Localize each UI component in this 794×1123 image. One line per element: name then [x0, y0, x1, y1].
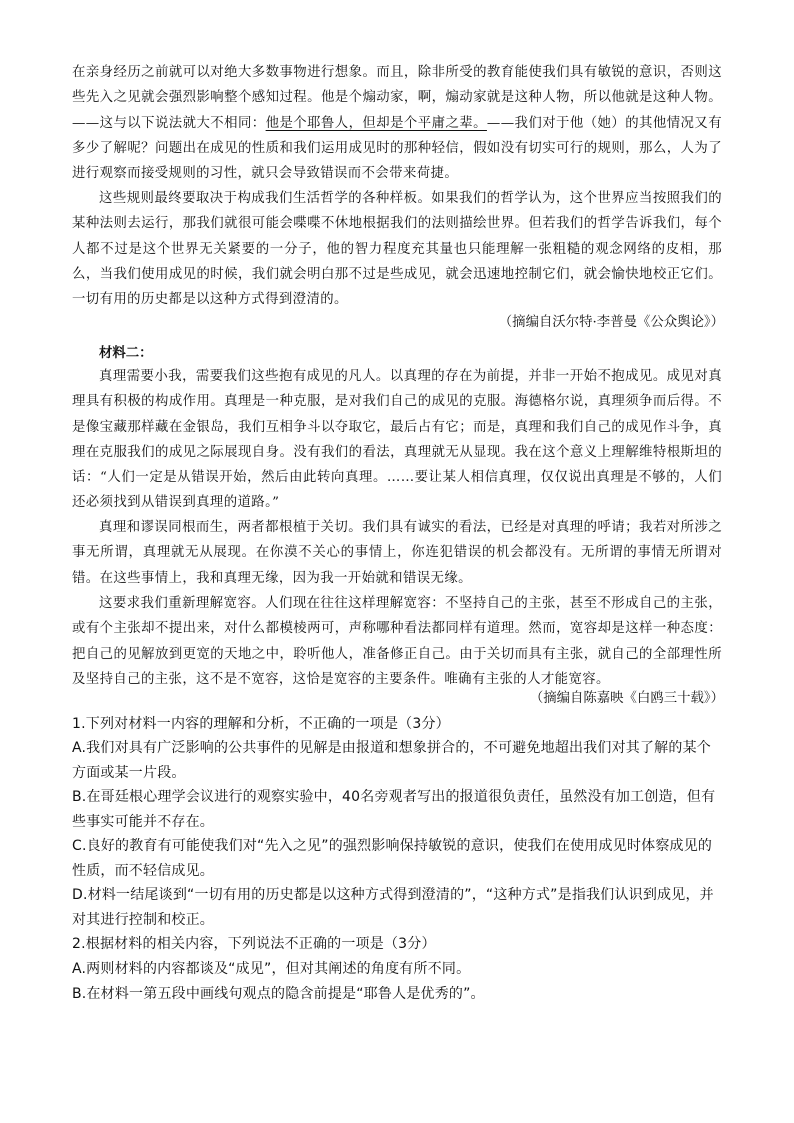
question-1-option-a: A.我们对具有广泛影响的公共事件的见解是由报道和想象拼合的，不可避免地超出我们对其了解的某个方面或某一片段。	[72, 740, 711, 781]
material1-paragraph-1	[72, 60, 722, 186]
question-1-option-b: B.在哥廷根心理学会议进行的观察实验中，40名旁观者写出的报道很负责任，虽然没有加工创造，但有些事实可能并不存在。	[72, 789, 716, 830]
question-2-stem: 2.根据材料的相关内容，下列说法不正确的一项是（3分）	[72, 936, 436, 952]
question-1-stem: 1.下列对材料一内容的理解和分析，不正确的一项是（3分）	[72, 716, 450, 732]
question-2-option-a: A.两则材料的内容都谈及“成见”，但对其阐述的角度有所不同。	[72, 961, 471, 977]
question-1-option-d: D.材料一结尾谈到“一切有用的历史都是以这种方式得到澄清的”，“这种方式”是指我们认识到成见，并对其进行控制和校正。	[72, 887, 714, 928]
question-2-option-b: B.在材料一第五段中画线句观点的隐含前提是“耶鲁人是优秀的”。	[72, 986, 485, 1002]
material1-source: （摘编自沃尔特·李普曼《公众舆论》）	[498, 315, 724, 330]
material1-paragraph-1-text-end: ——我们对于他（她）的其他情况又有多少了解呢？问题出在成见的性质和我们运用成见时的那种轻信，假如没有切实可行的规则，那么，人为了进行观察而接受规则的习性，就只会导致错误而不会带来荷捷。	[72, 115, 722, 182]
material2-heading: 材料二：	[99, 345, 153, 361]
material2-paragraph-3: 这要求我们重新理解宽容。人们现在往往这样理解宽容：不坚持自己的主张，甚至不形成自己的主张，或有个主张却不提出来，对什么都模棱两可，声称哪种看法都同样有道理。然而，宽容却是这样一种态度：把自己的见解放到更宽的天地之中，聆听他人，准备修正自己。由于关切而具有主张，就自己的全部理性所及坚持自己的主张，这不是不宽容，这恰是宽容的主要条件。唯确有主张的人才能宽容。	[72, 596, 722, 687]
question-1-option-c: C.良好的教育有可能使我们对“先入之见”的强烈影响保持敏锐的意识，使我们在使用成见时体察成见的性质，而不轻信成见。	[72, 838, 713, 879]
material1-paragraph-2: 这些规则最终要取决于构成我们生活哲学的各种样板。如果我们的哲学认为，这个世界应当按照我们的某种法则去运行，那我们就很可能会喋喋不休地根据我们的法则描绘世界。但若我们的哲学告诉我们，每个人都不过是这个世界无关紧要的一分子，他的智力程度充其量也只能理解一张粗糙的观念网络的皮相，那么，当我们使用成见的时候，我们就会明白那不过是些成见，就会迅速地控制它们，就会愉快地校正它们。一切有用的历史都是以这种方式得到澄清的。	[72, 191, 722, 308]
material2-paragraph-2: 真理和谬误同根而生，两者都根植于关切。我们具有诚实的看法，已经是对真理的呼请；我若对所涉之事无所谓，真理就无从展现。在你漠不关心的事情上，你连犯错误的机会都没有。无所谓的事情无所谓对错。在这些事情上，我和真理无缘，因为我一开始就和错误无缘。	[72, 520, 722, 586]
material1-paragraph-1-text: 在亲身经历之前就可以对绝大多数事物进行想象。而且，除非所受的教育能使我们具有敏锐的意识，否则这些先入之见就会强烈影响整个感知过程。他是个煽动家，啊，煽动家就是这种人物，所以他就是这种人物。——这与以下说法就大不相同：	[72, 65, 722, 131]
material2-paragraph-1: 真理需要小我，需要我们这些抱有成见的凡人。以真理的存在为前提，并非一开始不抱成见。成见对真理具有积极的构成作用。真理是一种克服，是对我们自己的成见的克服。海德格尔说，真理须争而后得。不是像宝藏那样藏在金银岛，我们互相争斗以夺取它，最后占有它；而是，真理和我们自己的成见作斗争，真理在克服我们的成见之际展现自身。没有我们的看法，真理就无从显现。我在这个意义上理解维特根斯坦的话：“人们一定是从错误开始，然后由此转向真理。……要让某人相信真理，仅仅说出真理是不够的，人们还必须找到从错误到真理的道路。”	[72, 369, 722, 511]
material2-source: （摘编自陈嘉映《白鸥三十载》）	[529, 691, 724, 706]
underlined-sentence: 他是个耶鲁人，但却是个平庸之辈。	[265, 115, 487, 131]
